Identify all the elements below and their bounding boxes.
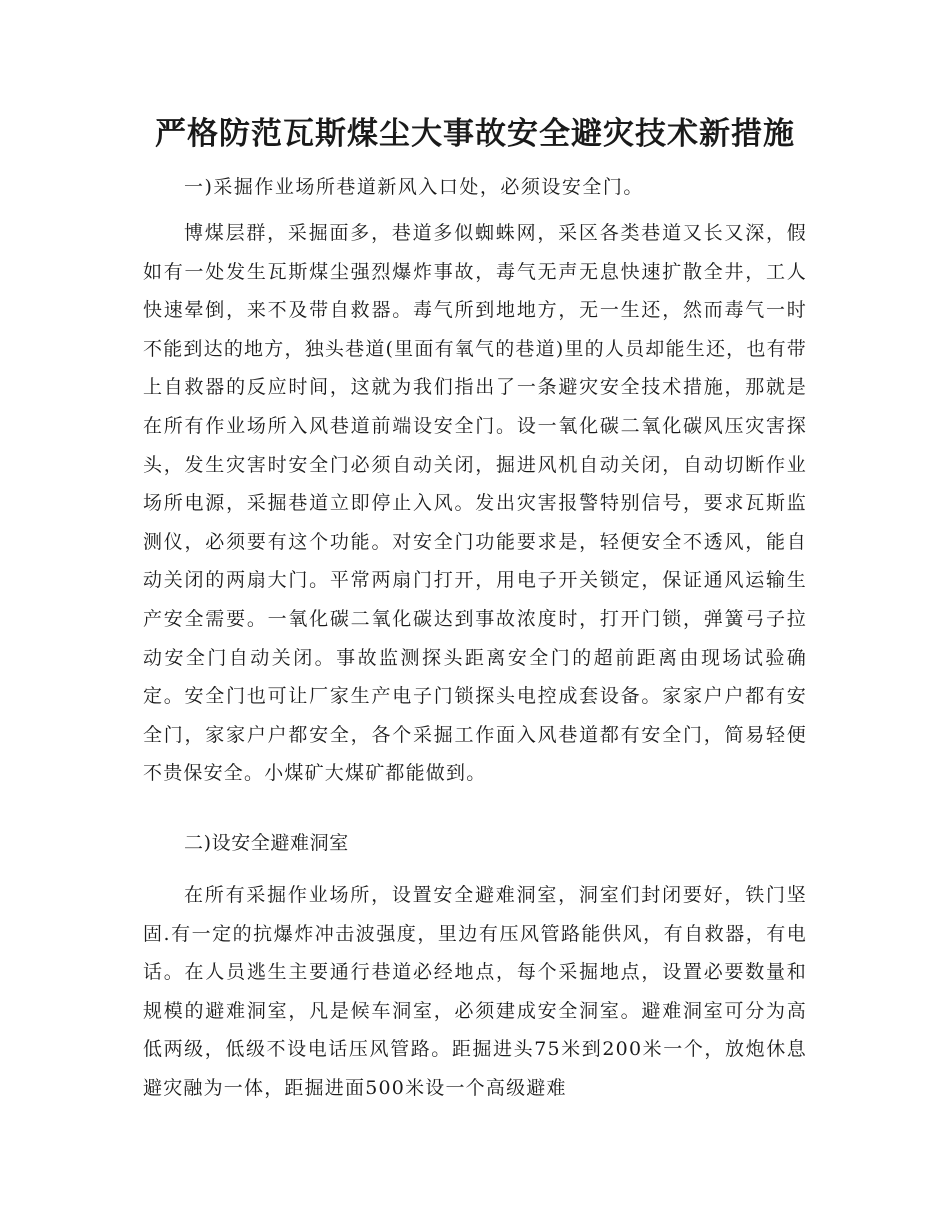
section-1-heading: 一)采掘作业场所巷道新风入口处，必须设安全门。 bbox=[184, 176, 644, 198]
section-1-paragraph: 博煤层群，采掘面多，巷道多似蜘蛛网，采区各类巷道又长又深，假如有一处发生瓦斯煤尘强烈爆炸事故，毒气无声无息快速扩散全井，工人快速晕倒，来不及带自救器。毒气所到地地方，无一生还，然而毒气一时不能到达的地方，独头巷道(里面有氧气的巷道)里的人员却能生还，也有带上自救器的反应时间，这就为我们指出了一条避灾安全技术措施，那就是在所有作业场所入风巷道前端设安全门。设一氧化碳二氧化碳风压灾害探头，发生灾害时安全门必须自动关闭，掘进风机自动关闭，自动切断作业场所电源，采掘巷道立即停止入风。发出灾害报警特别信号，要求瓦斯监测仪，必须要有这个功能。对安全门功能要求是，轻便安全不透风，能自动关闭的两扇大门。平常两扇门打开，用电子开关锁定，保证通风运输生产安全需要。一氧化碳二氧化碳达到事故浓度时，打开门锁，弹簧弓子拉动安全门自动关闭。事故监测探头距离安全门的超前距离由现场试验确定。安全门也可让厂家生产电子门锁探头电控成套设备。家家户户都有安全门，家家户户都安全，各个采掘工作面入风巷道都有安全门，简易轻便不贵保安全。小煤矿大煤矿都能做到。 bbox=[143, 222, 807, 785]
section-2-paragraph: 在所有采掘作业场所，设置安全避难洞室，洞室们封闭要好，铁门坚固.有一定的抗爆炸冲击波强度，里边有压风管路能供风，有自救器，有电话。在人员逃生主要通行巷道必经地点，每个采掘地点，设置必要数量和规模的避难洞室，凡是候车洞室，必须建成安全洞室。避难洞室可分为高低两级，低级不设电话压风管路。距掘进头75米到200米一个，放炮休息避灾融为一体，距掘进面500米设一个高级避难 bbox=[143, 884, 807, 1099]
document-title: 严格防范瓦斯煤尘大事故安全避灾技术新措施 bbox=[155, 116, 795, 152]
section-2-heading: 二)设安全避难洞室 bbox=[184, 832, 349, 854]
